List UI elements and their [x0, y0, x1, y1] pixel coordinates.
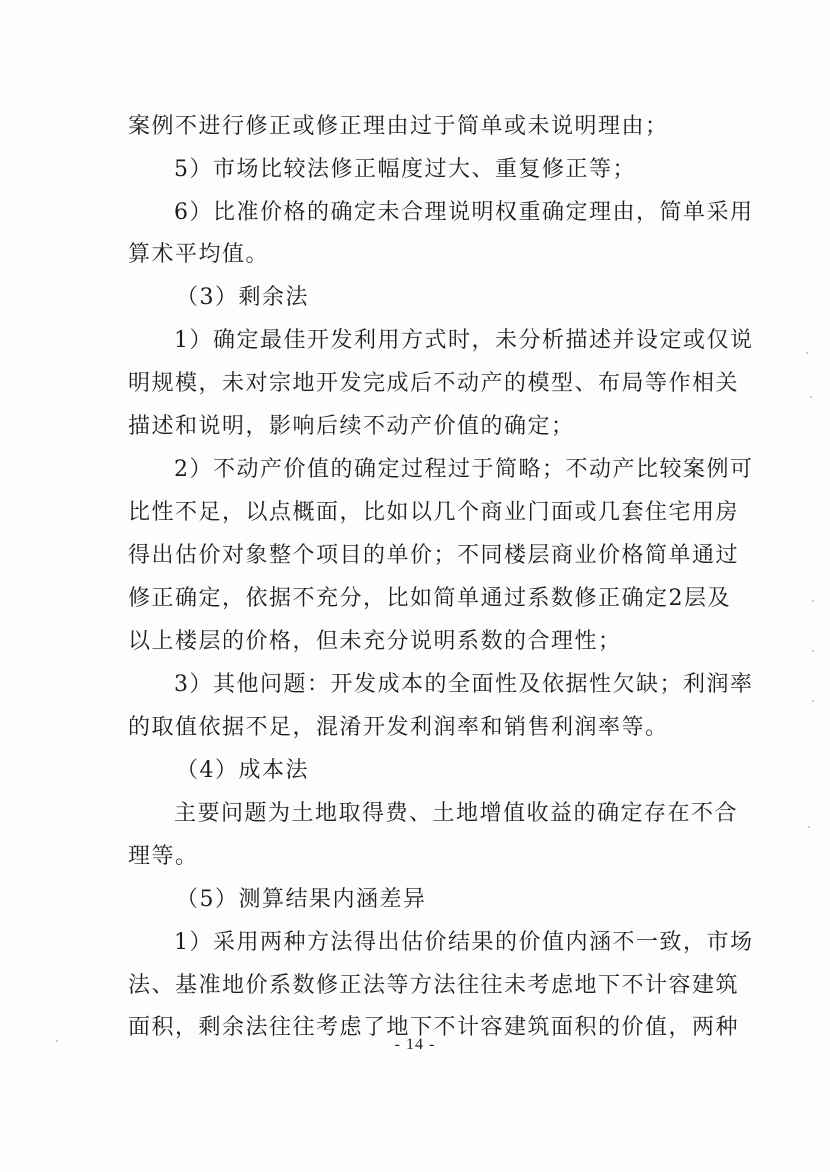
text-line: 修正确定，依据不充分，比如简单通过系数修正确定2层及 — [128, 586, 731, 611]
text-line: 3）其他问题：开发成本的全面性及依据性欠缺；利润率 — [174, 672, 754, 697]
scan-speck — [812, 600, 814, 602]
text-line: 6）比准价格的确定未合理说明权重确定理由，简单采用 — [174, 200, 754, 225]
text-line: 以上楼层的价格，但未充分说明系数的合理性； — [128, 629, 622, 654]
text-line: 的取值依据不足，混淆开发利润率和销售利润率等。 — [128, 715, 669, 740]
text-line: 主要问题为土地取得费、土地增值收益的确定存在不合 — [174, 801, 739, 826]
text-line: 5）市场比较法修正幅度过大、重复修正等； — [174, 157, 636, 182]
text-line: 面积，剩余法往往考虑了地下不计容建筑面积的价值，两种 — [128, 1015, 740, 1040]
scan-speck — [812, 700, 814, 702]
scan-speck — [806, 352, 808, 354]
text-line: 案例不进行修正或修正理由过于简单或未说明理由； — [128, 114, 669, 139]
section-heading: （4）成本法 — [176, 758, 309, 783]
scan-speck — [812, 650, 814, 652]
text-line: 比性不足，以点概面，比如以几个商业门面或几套住宅用房 — [128, 500, 740, 525]
section-heading: （3）剩余法 — [176, 285, 309, 310]
text-line: 2）不动产价值的确定过程过于简略；不动产比较案例可 — [174, 457, 754, 482]
page-number: - 14 - — [394, 1036, 436, 1053]
scan-speck — [808, 826, 810, 828]
text-line: 1）确定最佳开发利用方式时，未分析描述并设定或仅说 — [174, 328, 754, 353]
scan-speck — [810, 396, 812, 398]
section-heading: （5）测算结果内涵差异 — [176, 887, 427, 912]
text-line: 理等。 — [128, 844, 199, 869]
text-line: 1）采用两种方法得出估价结果的价值内涵不一致，市场 — [174, 930, 754, 955]
text-line: 法、基准地价系数修正法等方法往往未考虑地下不计容建筑 — [128, 973, 740, 998]
text-line: 明规模，未对宗地开发完成后不动产的模型、布局等作相关 — [128, 371, 740, 396]
text-line: 得出估价对象整个项目的单价；不同楼层商业价格简单通过 — [128, 543, 740, 568]
text-line: 算术平均值。 — [128, 242, 270, 267]
text-line: 描述和说明，影响后续不动产价值的确定； — [128, 414, 575, 439]
scan-speck — [56, 1040, 58, 1042]
